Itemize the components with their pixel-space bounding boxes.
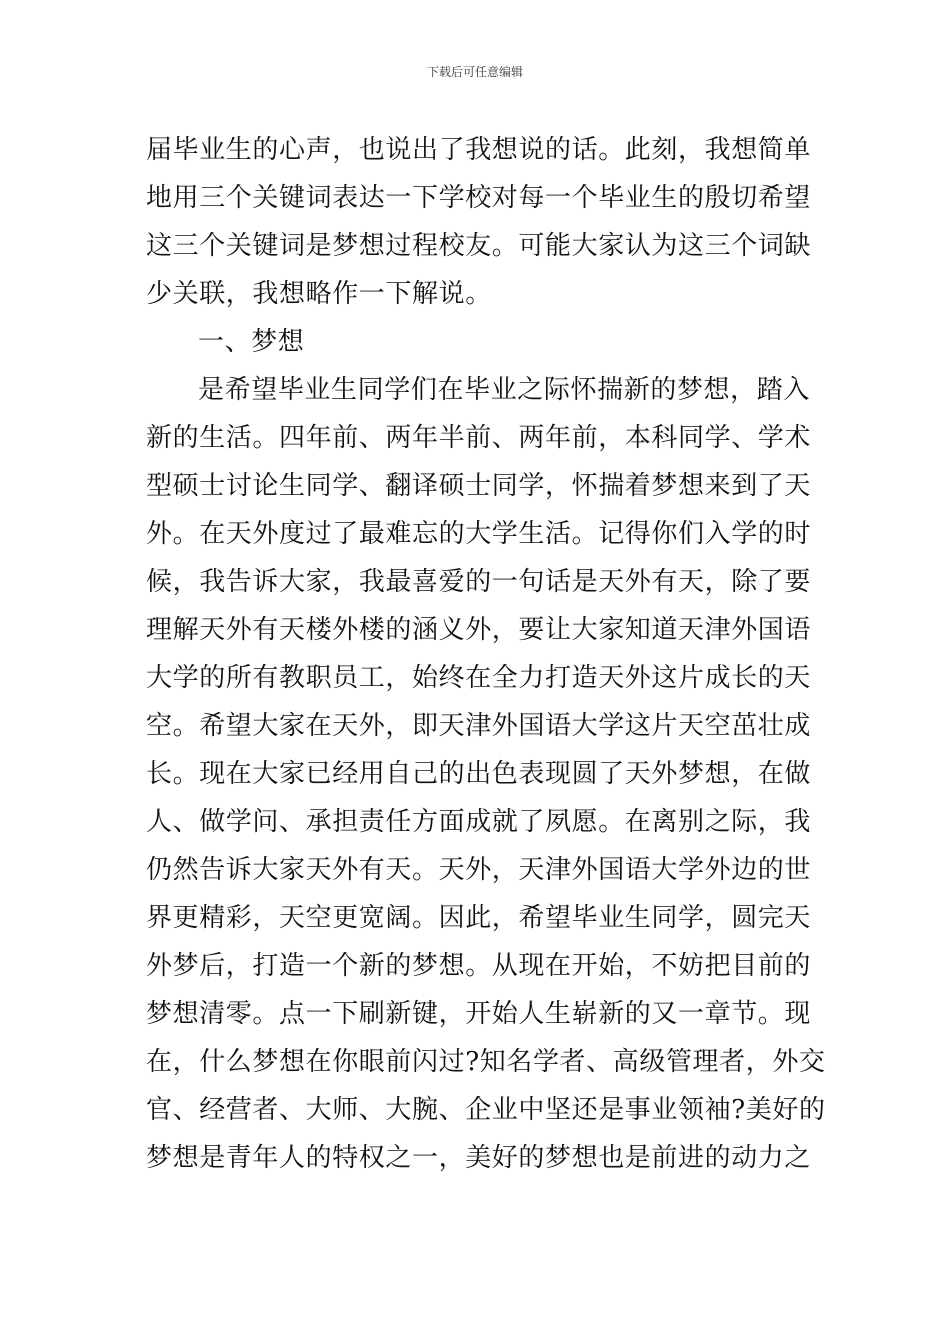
text-line: 少关联，我想略作一下解说。 bbox=[146, 279, 492, 309]
document-body bbox=[146, 126, 826, 1182]
text-line: 界更精彩，天空更宽阔。因此，希望毕业生同学，圆完天 bbox=[146, 903, 812, 933]
text-line: 届毕业生的心声，也说出了我想说的话。此刻，我想简单 bbox=[146, 135, 812, 165]
text-line: 是希望毕业生同学们在毕业之际怀揣新的梦想，踏入 bbox=[198, 375, 810, 405]
text-line: 梦想是青年人的特权之一，美好的梦想也是前进的动力之 bbox=[146, 1143, 812, 1173]
text-line: 梦想清零。点一下刷新键，开始人生崭新的又一章节。现 bbox=[146, 999, 812, 1029]
text-line: 地用三个关键词表达一下学校对每一个毕业生的殷切希望 bbox=[146, 183, 812, 213]
paragraph-intro bbox=[146, 126, 810, 318]
text-line: 人、做学问、承担责任方面成就了夙愿。在离别之际，我 bbox=[146, 807, 812, 837]
text-line: 外梦后，打造一个新的梦想。从现在开始，不妨把目前的 bbox=[146, 951, 812, 981]
text-line: 外。在天外度过了最难忘的大学生活。记得你们入学的时 bbox=[146, 519, 812, 549]
text-line: 长。现在大家已经用自己的出色表现圆了天外梦想，在做 bbox=[146, 759, 812, 789]
text-line: 型硕士讨论生同学、翻译硕士同学，怀揣着梦想来到了天 bbox=[146, 471, 812, 501]
page-header-note: 下载后可任意编辑 bbox=[426, 65, 523, 79]
text-line: 理解天外有天楼外楼的涵义外，要让大家知道天津外国语 bbox=[146, 615, 812, 645]
text-line: 这三个关键词是梦想过程校友。可能大家认为这三个词缺 bbox=[146, 231, 812, 261]
section-heading-dream: 一、梦想 bbox=[198, 327, 305, 357]
text-line: 在，什么梦想在你眼前闪过?知名学者、高级管理者，外交 bbox=[146, 1047, 826, 1077]
text-line: 官、经营者、大师、大腕、企业中坚还是事业领袖?美好的 bbox=[146, 1095, 826, 1125]
text-line: 候，我告诉大家，我最喜爱的一句话是天外有天，除了要 bbox=[146, 567, 812, 597]
text-line: 仍然告诉大家天外有天。天外，天津外国语大学外边的世 bbox=[146, 855, 812, 885]
text-line: 空。希望大家在天外，即天津外国语大学这片天空茁壮成 bbox=[146, 711, 812, 741]
paragraph-dream bbox=[146, 366, 826, 1182]
text-line: 新的生活。四年前、两年半前、两年前，本科同学、学术 bbox=[146, 423, 812, 453]
text-line: 大学的所有教职员工，始终在全力打造天外这片成长的天 bbox=[146, 663, 812, 693]
